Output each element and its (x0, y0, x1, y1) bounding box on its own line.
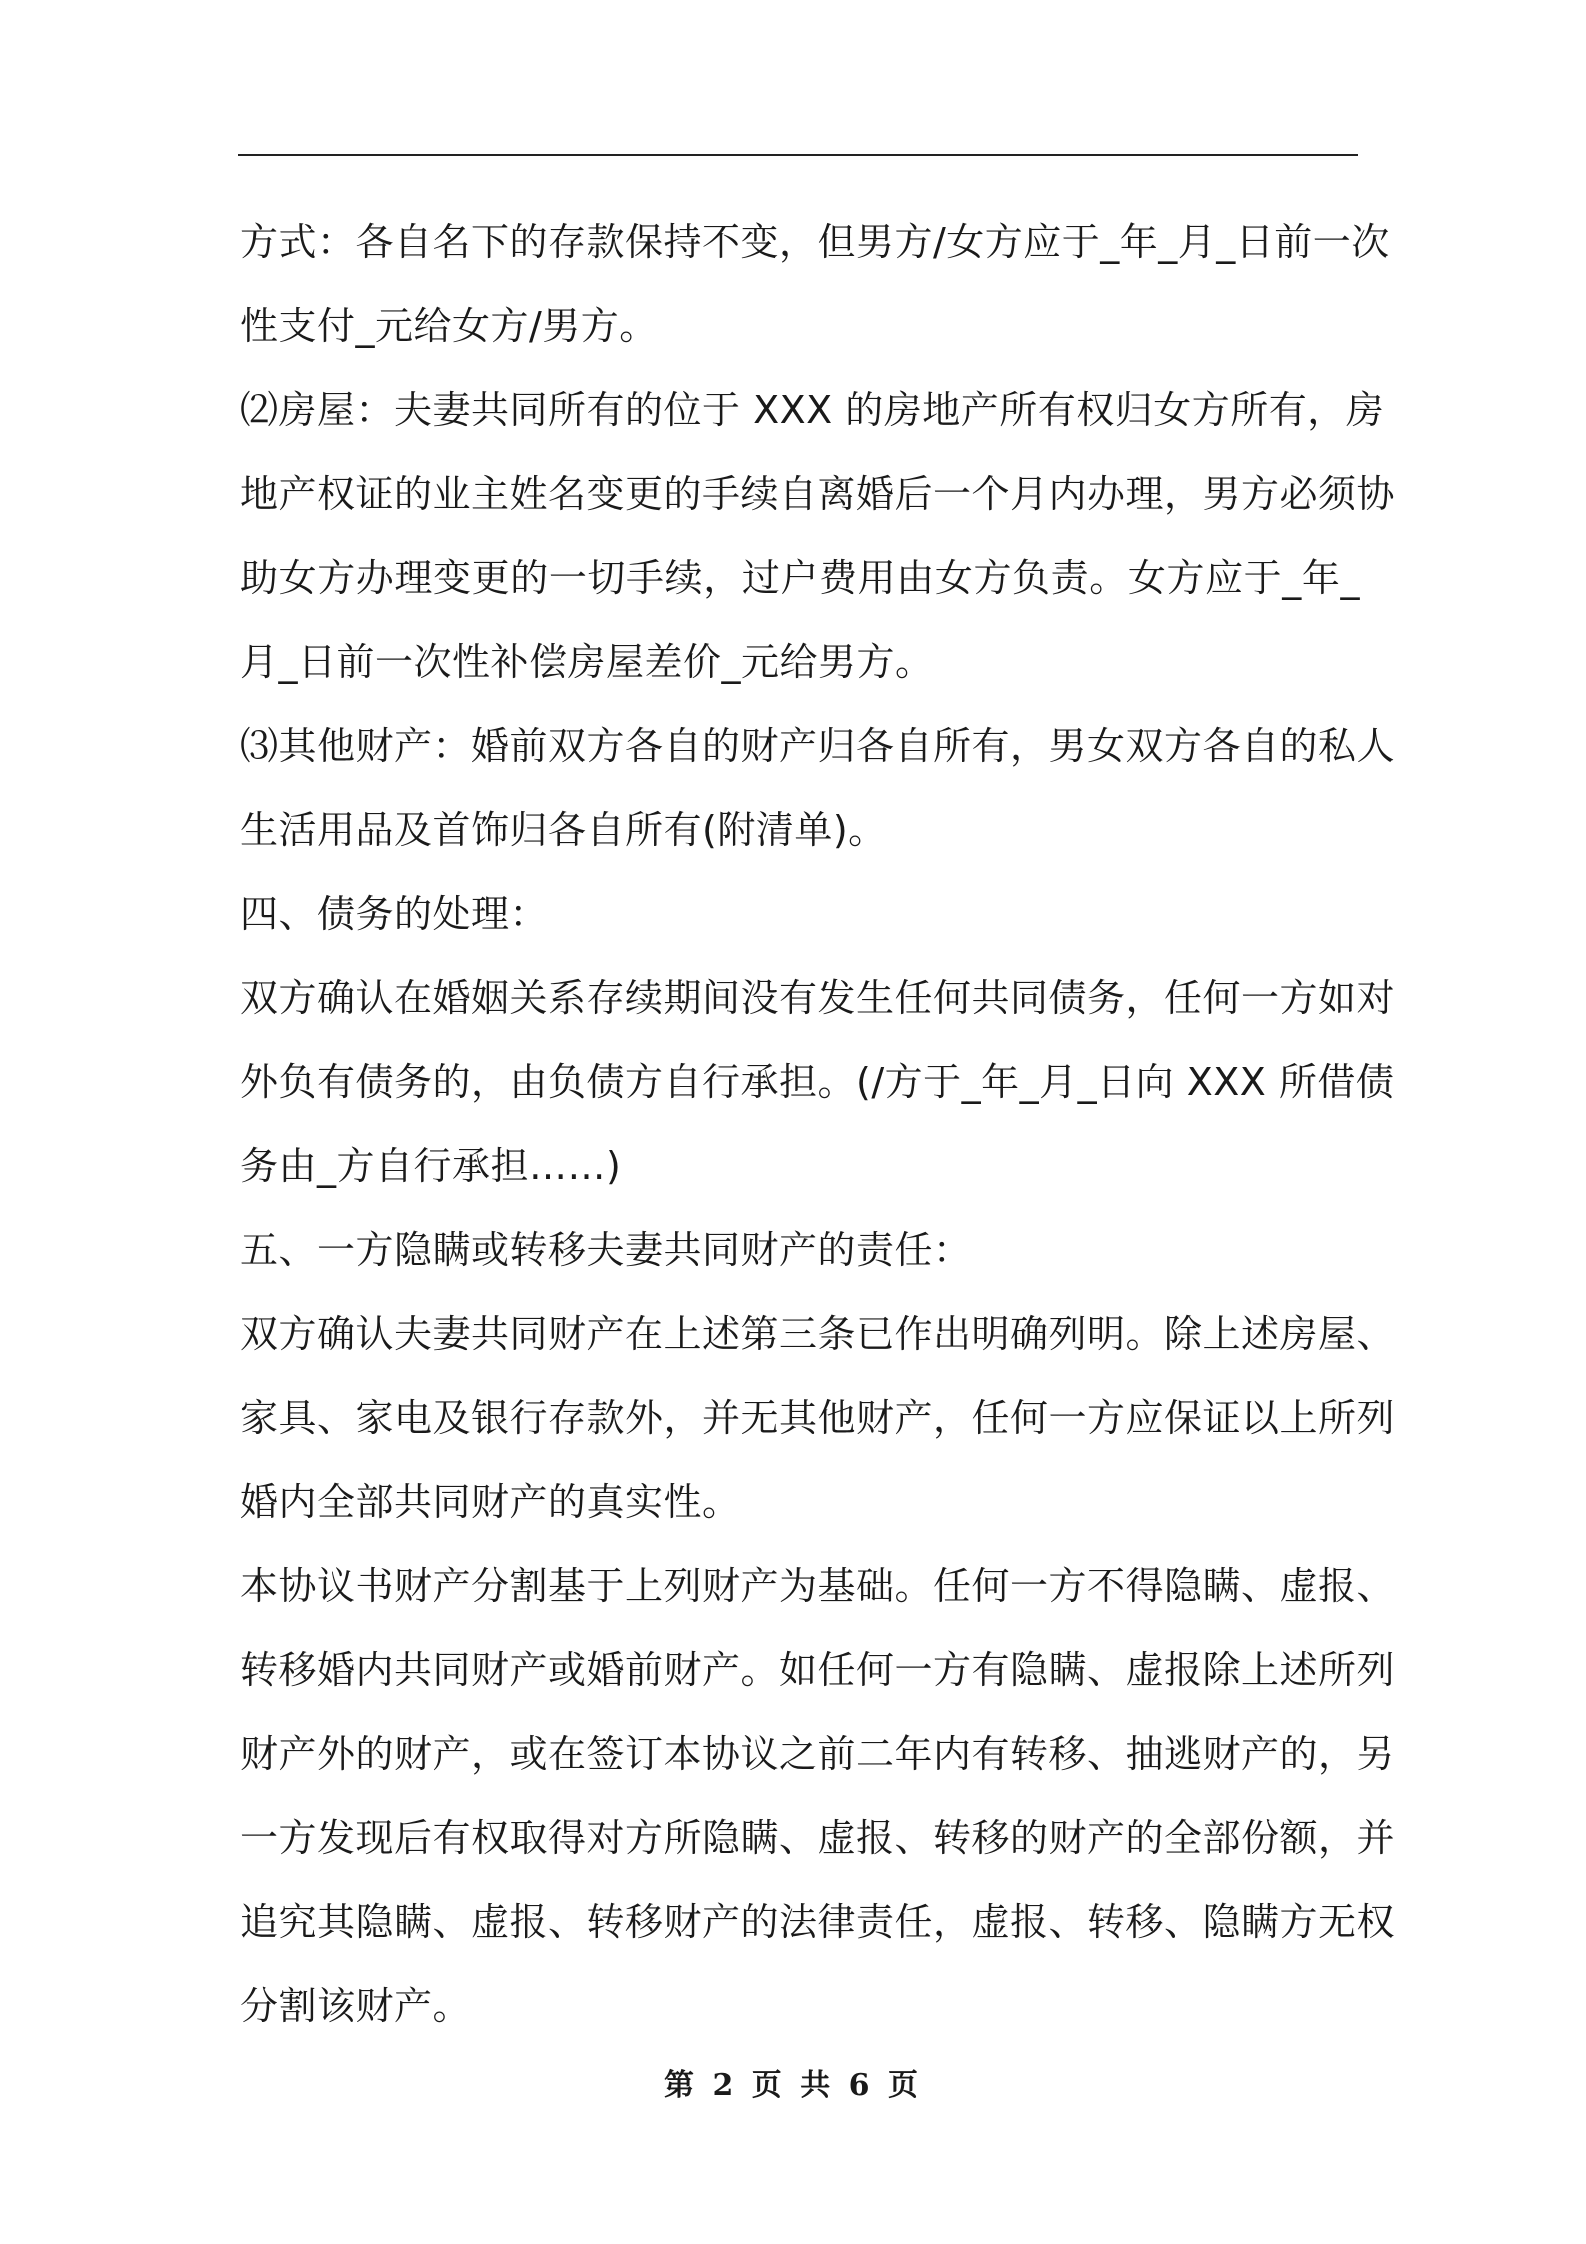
text-line: 生活用品及首饰归各自所有(附清单)。 (240, 808, 887, 852)
text-line: 外负有债务的，由负债方自行承担。(/方于_年_月_日向 XXX 所借债 (240, 1060, 1395, 1104)
text-line: ⑶其他财产：婚前双方各自的财产归各自所有，男女双方各自的私人 (240, 724, 1396, 768)
page-number-footer: 第 2 页 共 6 页 (664, 2068, 922, 2103)
text-line: 双方确认在婚姻关系存续期间没有发生任何共同债务，任何一方如对 (240, 976, 1396, 1020)
text-line: 地产权证的业主姓名变更的手续自离婚后一个月内办理，男方必须协 (240, 472, 1396, 516)
text-line: 月_日前一次性补偿房屋差价_元给男方。 (240, 640, 934, 684)
text-line: 方式：各自名下的存款保持不变，但男方/女方应于_年_月_日前一次 (240, 220, 1390, 264)
text-line: 助女方办理变更的一切手续，过户费用由女方负责。女方应于_年_ (240, 556, 1360, 600)
text-line: 务由_方自行承担……) (240, 1144, 622, 1188)
text-line: 五、一方隐瞒或转移夫妻共同财产的责任： (240, 1228, 972, 1272)
text-line: 家具、家电及银行存款外，并无其他财产，任何一方应保证以上所列 (240, 1396, 1396, 1440)
text-line: 一方发现后有权取得对方所隐瞒、虚报、转移的财产的全部份额，并 (240, 1816, 1396, 1860)
text-line: 双方确认夫妻共同财产在上述第三条已作出明确列明。除上述房屋、 (240, 1312, 1396, 1356)
text-line: 性支付_元给女方/男方。 (240, 304, 658, 348)
document-body (240, 200, 1396, 2048)
text-line: 财产外的财产，或在签订本协议之前二年内有转移、抽逃财产的，另 (240, 1732, 1396, 1776)
text-line: 婚内全部共同财产的真实性。 (240, 1480, 741, 1524)
text-line: ⑵房屋：夫妻共同所有的位于 XXX 的房地产所有权归女方所有，房 (240, 388, 1385, 432)
text-line: 四、债务的处理： (240, 892, 549, 936)
text-line: 本协议书财产分割基于上列财产为基础。任何一方不得隐瞒、虚报、 (240, 1564, 1396, 1608)
text-line: 转移婚内共同财产或婚前财产。如任何一方有隐瞒、虚报除上述所列 (240, 1648, 1396, 1692)
header-divider (238, 154, 1358, 156)
text-line: 追究其隐瞒、虚报、转移财产的法律责任，虚报、转移、隐瞒方无权 (240, 1900, 1396, 1944)
text-line: 分割该财产。 (240, 1984, 472, 2028)
